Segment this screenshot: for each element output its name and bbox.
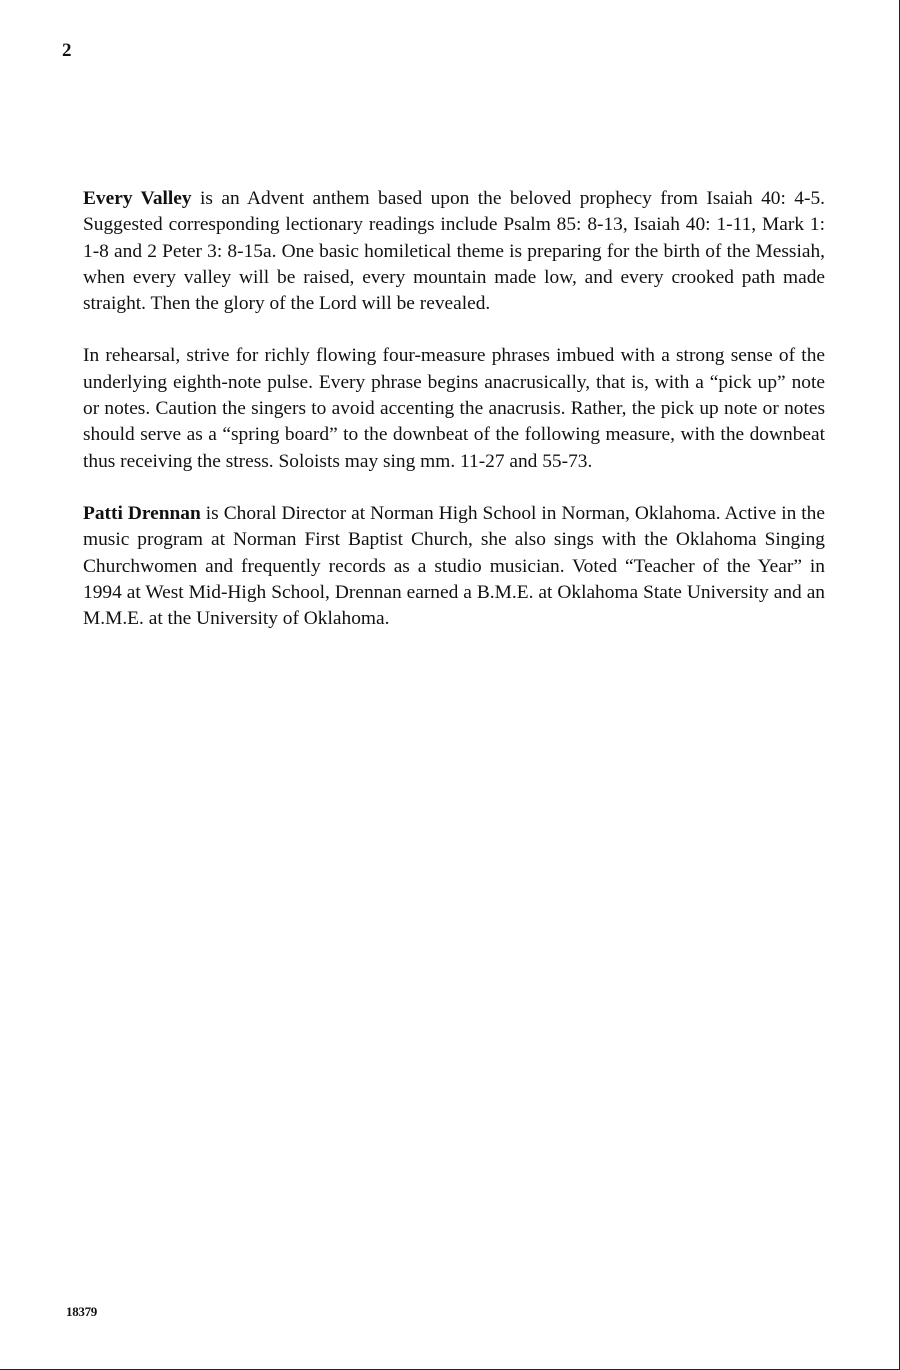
body-text <box>83 186 825 658</box>
paragraph-rehearsal-text: In rehearsal, strive for richly flowing four-measure phrases imbued with a strong sense of the underlying eighth-note pulse. Every phrase begins anacrusically, that is, with a “pick up” note or notes. Caution the singers to avoid accenting the anacrusis. Rather, the pick up note or notes should serve as a “spring board” to the downbeat of the following measure, with the downbeat thus receiving the stress. Soloists may sing mm. 11-27 and 55-73. <box>83 345 825 472</box>
paragraph-intro <box>83 186 825 317</box>
catalog-number: 18379 <box>66 1304 98 1319</box>
paragraph-biography-text: is Choral Director at Norman High School in Norman, Oklahoma. Active in the music program at Norman First Baptist Church, she also sings with the Oklahoma Singing Churchwomen and frequently records as a studio musician. Voted “Teacher of the Year” in 1994 at West Mid-High School, Drennan earned a B.M.E. at Oklahoma State University and an M.M.E. at the University of Oklahoma. <box>83 502 825 630</box>
paragraph-biography-lead: Patti Drennan <box>83 502 201 524</box>
paragraph-rehearsal <box>83 343 825 474</box>
paragraph-biography <box>83 501 825 632</box>
paragraph-intro-lead: Every Valley <box>83 188 192 209</box>
page-number: 2 <box>62 40 72 61</box>
paragraph-intro-text: is an Advent anthem based upon the beloved prophecy from Isaiah 40: 4-5. Suggested corresponding lectionary readings include Psalm 85: 8-13, Isaiah 40: 1-11, Mark 1: 1-8 and 2 Peter 3: 8-15a. One basic homiletical theme is preparing for the birth of the Messiah, when every valley will be raised, every mountain made low, and every crooked path made straight. Then the glory of the Lord will be revealed. <box>83 188 825 315</box>
